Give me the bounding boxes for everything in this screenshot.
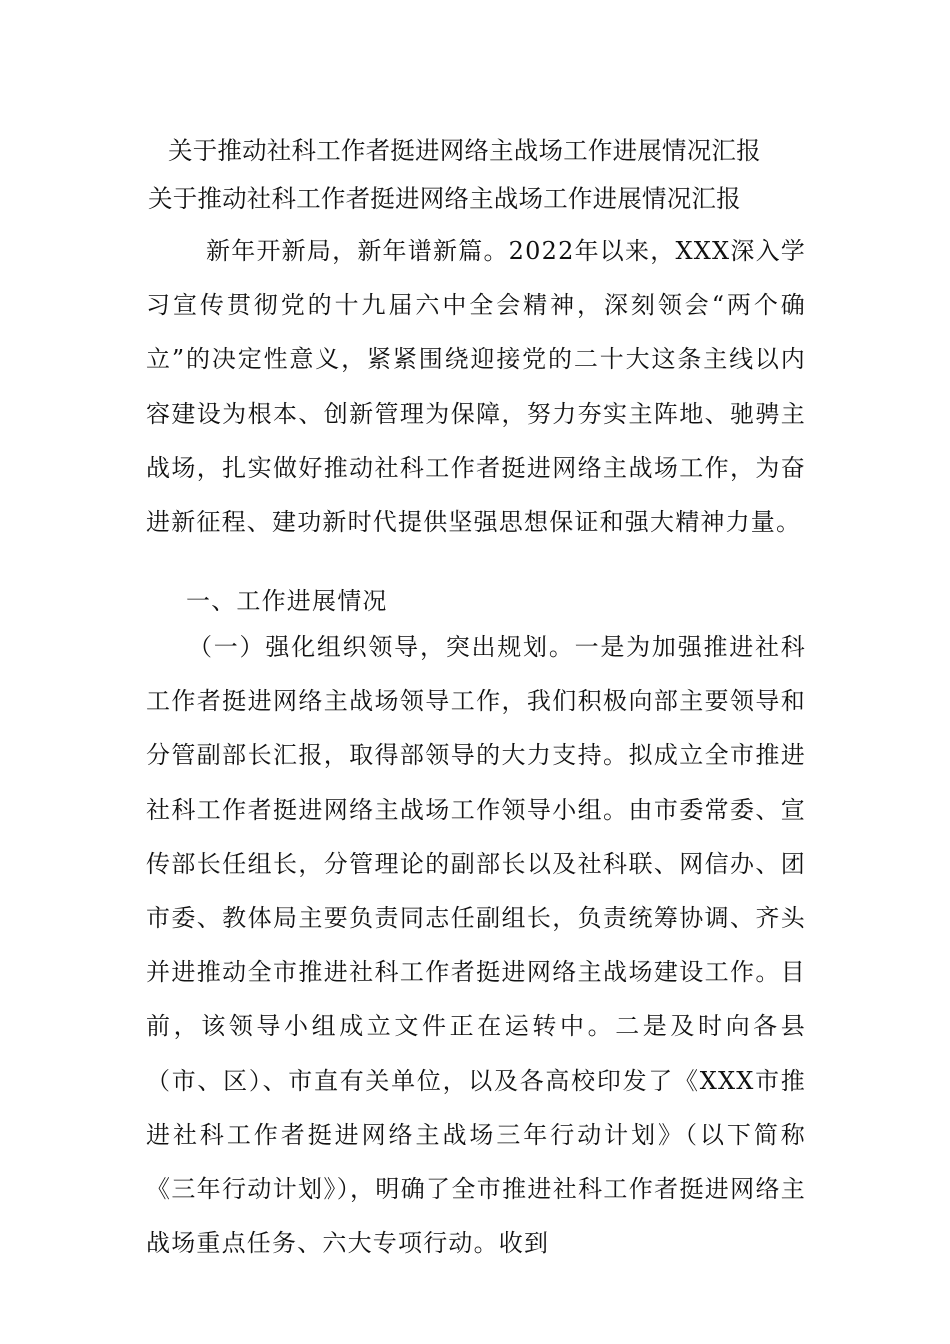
document-title-repeat: 关于推动社科工作者挺进网络主战场工作进展情况汇报 bbox=[148, 184, 741, 213]
section-heading: 一、工作进展情况 bbox=[186, 587, 388, 615]
section-1-paragraph: （一）强化组织领导，突出规划。一是为加强推进社科工作者挺进网络主战场领导工作，我们积极向部主要领导和分管副部长汇报，取得部领导的大力支持。拟成立全市推进社科工作者挺进网络主战场工作领导小组。由市委常委、宣传部长任组长，分管理论的副部长以及社科联、网信办、团市委、教体局主要负责同志任副组长，负责统筹协调、齐头并进推动全市推进社科工作者挺进网络主战场建设工作。目前，该领导小组成立文件正在运转中。二是及时向各县（市、区）、市直有关单位，以及各高校印发了《XXX市推进社科工作者挺进网络主战场三年行动计划》（以下简称《三年行动计划》），明确了全市推进社科工作者挺进网络主战场重点任务、六大专项行动。收到 bbox=[146, 633, 806, 1258]
document-title: 关于推动社科工作者挺进网络主战场工作进展情况汇报 bbox=[168, 136, 761, 165]
intro-paragraph: 新年开新局，新年谱新篇。2022年以来，XXX深入学习宣传贯彻党的十九届六中全会精神，深刻领会“两个确立”的决定性意义，紧紧围绕迎接党的二十大这条主线以内容建设为根本、创新管理为保障，努力夯实主阵地、驰骋主战场，扎实做好推动社科工作者挺进网络主战场工作，为奋进新征程、建功新时代提供坚强思想保证和强大精神力量。 bbox=[146, 237, 806, 537]
